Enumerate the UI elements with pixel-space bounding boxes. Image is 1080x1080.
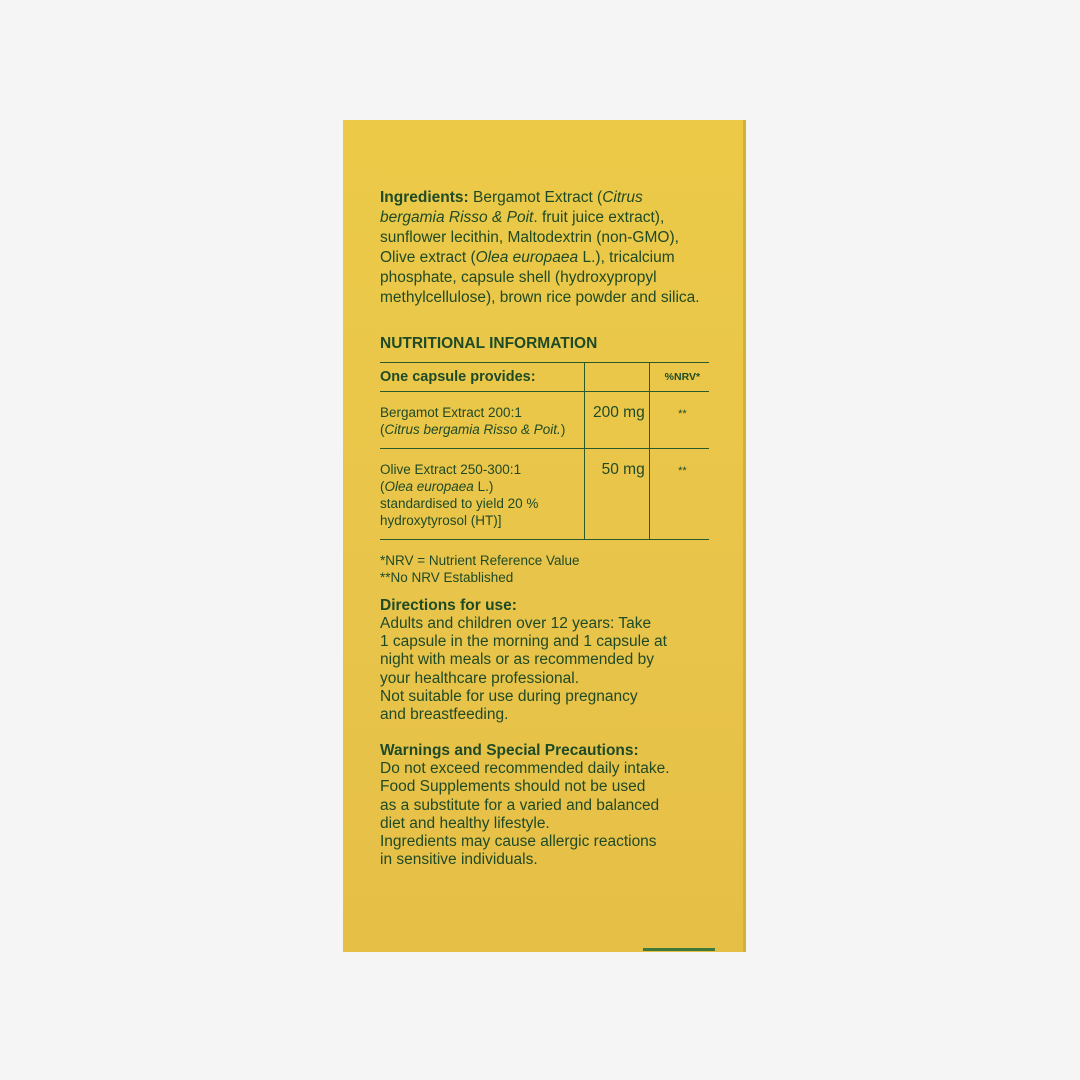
table-row xyxy=(380,392,709,449)
supplement-box-side-panel xyxy=(343,120,743,952)
row-amount-cell xyxy=(585,449,650,540)
row-paren-close: L.) xyxy=(473,479,494,494)
ingredients-italic-1: Citrus bergamia Risso & Poit xyxy=(380,189,643,226)
row-paren-open: ( xyxy=(380,479,385,494)
nutrition-table-header xyxy=(380,363,709,392)
ingredients-part-1: Bergamot Extract ( xyxy=(468,189,603,206)
row-nrv: ** xyxy=(678,408,687,420)
row-description xyxy=(380,392,585,449)
warnings-body: Do not exceed recommended daily intake. Food Supplements should not be used as a substitute for a varied and balanced diet and healthy lifestyle. Ingredients may cause allergic reactions in sensitive individuals. xyxy=(380,760,670,869)
row-nrv-cell xyxy=(649,449,709,540)
nrv-note-1: *NRV = Nutrient Reference Value xyxy=(380,553,580,568)
nutrition-title: NUTRITIONAL INFORMATION xyxy=(380,335,598,352)
row-paren-close: ) xyxy=(560,422,566,437)
ingredients-part-2: . fruit juice extract), sunflower lecithin, Maltodextrin (non-GMO), Olive extract ( xyxy=(380,209,679,266)
ingredients-italic-2: Olea europaea xyxy=(475,249,579,266)
table-row xyxy=(380,449,709,540)
row-line-1: Olive Extract 250-300:1 xyxy=(380,462,522,477)
label-content xyxy=(380,188,710,869)
ingredients-label: Ingredients: xyxy=(380,189,469,206)
header-amount xyxy=(585,363,650,392)
header-nrv: %NRV* xyxy=(664,371,701,383)
ingredients-text xyxy=(380,188,710,308)
row-latin-name: Olea europaea xyxy=(384,479,474,494)
nrv-notes xyxy=(380,552,710,586)
row-description xyxy=(380,449,585,540)
row-line-4: hydroxytyrosol (HT)] xyxy=(380,513,502,528)
row-amount: 50 mg xyxy=(601,461,645,478)
row-latin-name: Citrus bergamia Risso & Poit. xyxy=(384,422,561,437)
row-nrv-cell xyxy=(649,392,709,449)
warnings-title: Warnings and Special Precautions: xyxy=(380,742,639,760)
header-provides: One capsule provides: xyxy=(380,369,536,385)
nrv-note-2: **No NRV Established xyxy=(380,570,514,585)
row-amount: 200 mg xyxy=(593,404,645,421)
directions-body: Adults and children over 12 years: Take 1 capsule in the morning and 1 capsule at night with meals or as recommended by your healthcare professional. Not suitable for use during pregnancy and breastfeeding. xyxy=(380,615,667,724)
box-edge xyxy=(743,120,746,952)
ingredients-part-3: L.), tricalcium phosphate, capsule shell (hydroxypropyl methylcellulose), brown rice powder and silica. xyxy=(380,249,700,306)
row-line-3: standardised to yield 20 % xyxy=(380,496,539,511)
row-nrv: ** xyxy=(678,465,687,477)
directions-section xyxy=(380,597,710,724)
warnings-section xyxy=(380,742,710,869)
row-amount-cell xyxy=(585,392,650,449)
box-tab xyxy=(643,948,715,951)
directions-title: Directions for use: xyxy=(380,597,517,614)
row-line-1: Bergamot Extract 200:1 xyxy=(380,405,522,420)
nutrition-table xyxy=(380,362,709,540)
row-paren-open: ( xyxy=(380,422,385,437)
